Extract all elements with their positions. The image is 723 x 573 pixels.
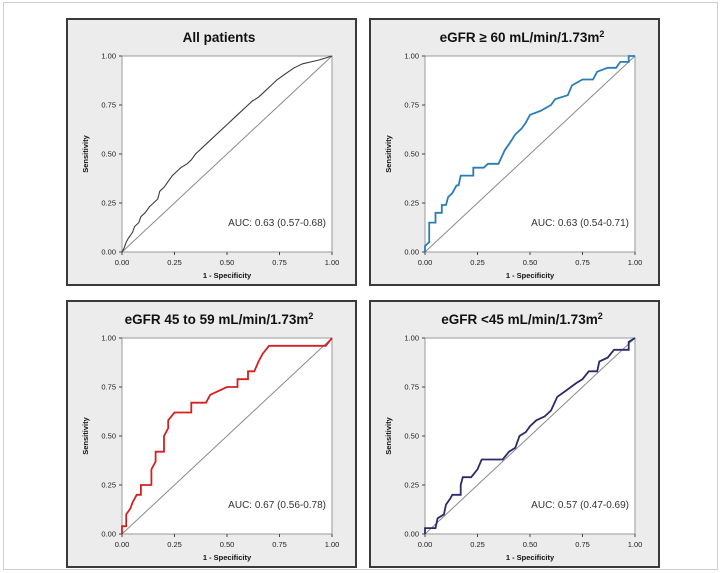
x-axis-label: 1 - Specificity	[202, 271, 252, 280]
chart-title: eGFR <45 $mL/\min/1.73m^2$	[441, 311, 603, 327]
y-tick-label: 0.00	[101, 529, 116, 539]
y-tick-label: 0.75	[101, 100, 116, 110]
y-tick-label: 0.75	[404, 382, 419, 392]
x-tick-label: 0.25	[167, 258, 182, 267]
chart-title: All patients	[182, 30, 256, 45]
roc-chart-egfr-under-45	[371, 302, 658, 566]
x-axis-label: 1 - Specificity	[202, 553, 252, 562]
x-tick-label: 0.00	[417, 258, 433, 267]
x-tick-label: 0.75	[575, 540, 590, 549]
auc-annotation: AUC: 0.57 (0.47-0.69)	[531, 500, 629, 511]
y-tick-label: 0.75	[404, 100, 419, 110]
y-tick-label: 0.50	[101, 149, 116, 159]
x-tick-label: 0.75	[575, 258, 590, 267]
chart-title: eGFR ≥ 60 $mL/\min/1.73m^2$	[439, 29, 605, 45]
y-tick-label: 1.00	[101, 51, 116, 61]
x-tick-label: 0.50	[522, 258, 538, 267]
x-tick-label: 1.00	[324, 258, 340, 267]
y-tick-label: 0.50	[404, 149, 419, 159]
x-tick-label: 0.25	[167, 540, 182, 549]
x-tick-label: 0.75	[272, 540, 287, 549]
y-tick-label: 0.00	[101, 247, 116, 257]
y-tick-label: 0.25	[101, 198, 116, 208]
x-tick-label: 0.25	[470, 540, 485, 549]
x-tick-label: 0.50	[522, 540, 538, 549]
x-tick-label: 0.00	[417, 540, 433, 549]
roc-chart-all-patients	[68, 20, 355, 284]
y-tick-label: 1.00	[404, 333, 419, 343]
y-axis-label: Sensitivity	[81, 417, 90, 455]
roc-panel-egfr-60-plus	[369, 18, 660, 286]
figure-frame	[3, 2, 718, 570]
x-axis-label: 1 - Specificity	[505, 553, 555, 562]
y-tick-label: 0.25	[404, 480, 419, 490]
roc-panel-egfr-45-59	[66, 300, 357, 568]
roc-panel-all-patients	[66, 18, 357, 286]
x-tick-label: 0.75	[272, 258, 287, 267]
y-tick-label: 0.50	[101, 431, 116, 441]
y-tick-label: 1.00	[101, 333, 116, 343]
roc-chart-egfr-60-plus	[371, 20, 658, 284]
chart-title: eGFR 45 to 59 $mL/\min/1.73m^2$	[124, 311, 314, 327]
roc-panel-egfr-under-45	[369, 300, 660, 568]
x-tick-label: 1.00	[627, 258, 643, 267]
x-tick-label: 0.50	[219, 540, 235, 549]
x-tick-label: 0.00	[114, 540, 130, 549]
auc-annotation: AUC: 0.67 (0.56-0.78)	[228, 500, 326, 511]
auc-annotation: AUC: 0.63 (0.54-0.71)	[531, 218, 629, 229]
roc-chart-egfr-45-59	[68, 302, 355, 566]
x-tick-label: 1.00	[324, 540, 340, 549]
y-tick-label: 1.00	[404, 51, 419, 61]
y-axis-label: Sensitivity	[81, 135, 90, 173]
y-tick-label: 0.00	[404, 247, 419, 257]
y-axis-label: Sensitivity	[384, 417, 393, 455]
x-tick-label: 0.25	[470, 258, 485, 267]
auc-annotation: AUC: 0.63 (0.57-0.68)	[228, 218, 326, 229]
x-tick-label: 1.00	[627, 540, 643, 549]
y-tick-label: 0.25	[101, 480, 116, 490]
x-axis-label: 1 - Specificity	[505, 271, 555, 280]
y-tick-label: 0.50	[404, 431, 419, 441]
x-tick-label: 0.50	[219, 258, 235, 267]
y-tick-label: 0.25	[404, 198, 419, 208]
y-tick-label: 0.00	[404, 529, 419, 539]
x-tick-label: 0.00	[114, 258, 130, 267]
y-axis-label: Sensitivity	[384, 135, 393, 173]
y-tick-label: 0.75	[101, 382, 116, 392]
